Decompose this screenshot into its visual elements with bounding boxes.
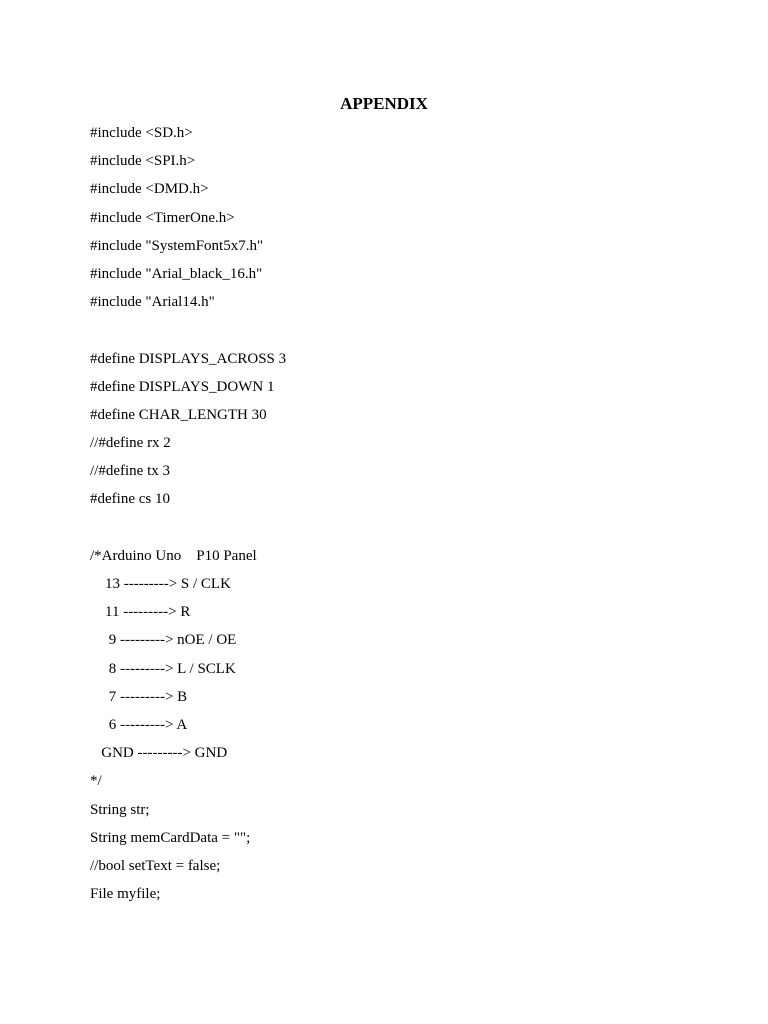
code-line: String memCardData = ""; <box>90 829 251 846</box>
page-title: APPENDIX <box>340 94 428 113</box>
code-line: //bool setText = false; <box>90 857 221 874</box>
code-line: 6 ---------> A <box>90 716 188 733</box>
code-line: #define DISPLAYS_DOWN 1 <box>90 378 275 395</box>
code-line: /*Arduino Uno P10 Panel <box>90 547 257 564</box>
code-line: 13 ---------> S / CLK <box>90 576 231 592</box>
code-line: #include "Arial14.h" <box>90 294 215 311</box>
code-line: 8 ---------> L / SCLK <box>90 660 236 677</box>
code-line: #define DISPLAYS_ACROSS 3 <box>90 350 287 367</box>
code-line: //#define rx 2 <box>90 435 171 452</box>
code-line: #include <SPI.h> <box>90 153 196 170</box>
blank-line <box>90 514 286 542</box>
blank-line <box>90 316 286 344</box>
code-line: 9 ---------> nOE / OE <box>90 632 237 649</box>
code-line: #include <TimerOne.h> <box>90 209 235 226</box>
code-line: #include "SystemFont5x7.h" <box>90 237 264 254</box>
code-line: #define cs 10 <box>90 491 170 508</box>
code-line: 11 ---------> R <box>90 604 191 621</box>
code-line: String str; <box>90 801 150 818</box>
code-line: //#define tx 3 <box>90 463 170 480</box>
code-listing <box>90 119 286 908</box>
code-line: 7 ---------> B <box>90 688 188 705</box>
code-line: */ <box>90 773 102 790</box>
code-line: #define CHAR_LENGTH 30 <box>90 406 267 423</box>
code-line: #include <DMD.h> <box>90 181 209 198</box>
code-line: #include <SD.h> <box>90 125 193 141</box>
code-line: File myfile; <box>90 886 161 903</box>
code-line: GND ---------> GND <box>90 745 228 762</box>
code-line: #include "Arial_black_16.h" <box>90 265 263 282</box>
